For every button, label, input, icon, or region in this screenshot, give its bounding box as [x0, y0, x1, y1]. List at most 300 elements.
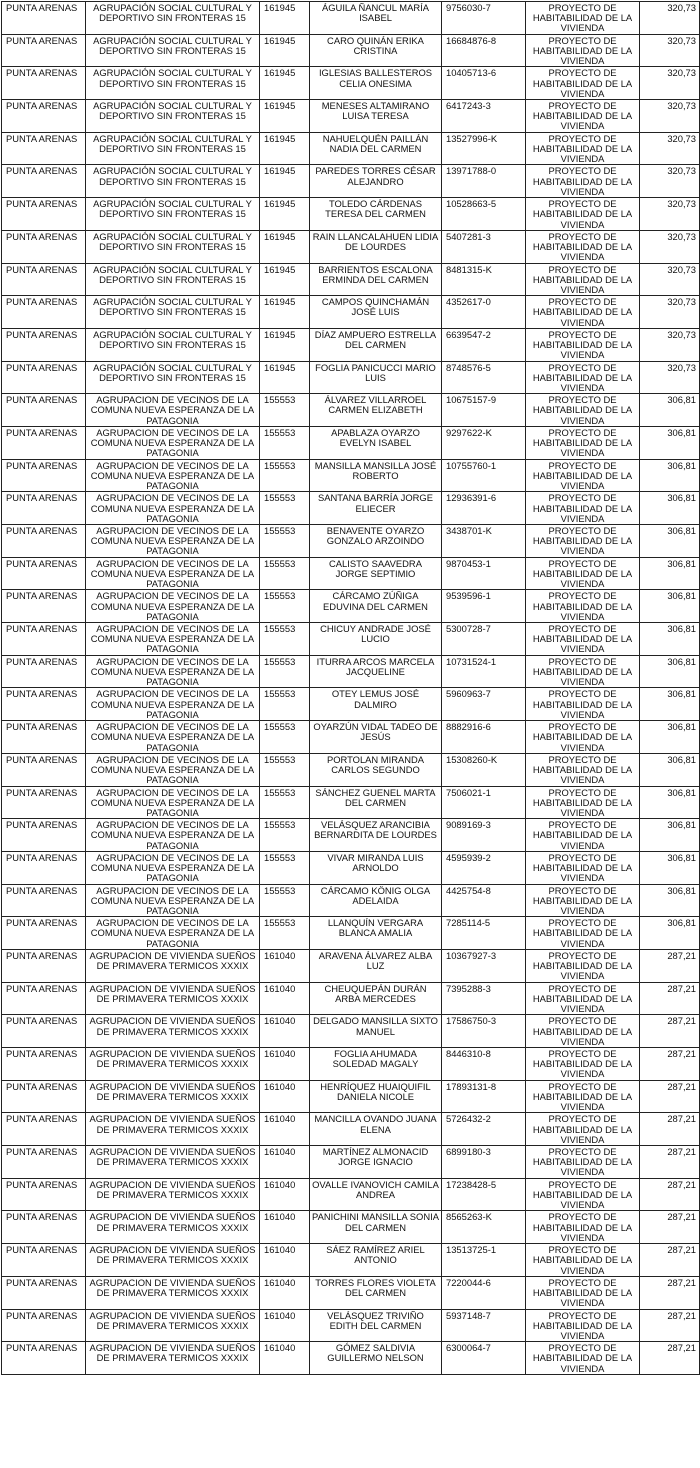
- organization-cell: AGRUPACION DE VIVIENDA SUEÑOS DE PRIMAVERA TERMICOS XXXIX: [86, 1080, 260, 1113]
- project-type-cell: PROYECTO DE HABITABILIDAD DE LA VIVIENDA: [526, 426, 640, 459]
- table-row: [2, 361, 700, 394]
- project-code-cell: 161945: [260, 2, 310, 35]
- beneficiary-name-cell: MANCILLA OVANDO JUANA ELENA: [310, 1113, 442, 1146]
- beneficiary-name-cell: CÁRCAMO KÖNIG OLGA ADELAIDA: [310, 884, 442, 917]
- rut-cell: 9089169-3: [442, 819, 526, 852]
- comuna-cell: PUNTA ARENAS: [2, 721, 86, 754]
- project-type-cell: PROYECTO DE HABITABILIDAD DE LA VIVIENDA: [526, 1244, 640, 1277]
- comuna-cell: PUNTA ARENAS: [2, 1244, 86, 1277]
- project-code-cell: 155553: [260, 623, 310, 656]
- project-code-cell: 161945: [260, 230, 310, 263]
- rut-cell: 15308260-K: [442, 753, 526, 786]
- beneficiary-name-cell: APABLAZA OYARZO EVELYN ISABEL: [310, 426, 442, 459]
- beneficiary-name-cell: NAHUELQUÉN PAILLÁN NADIA DEL CARMEN: [310, 132, 442, 165]
- rut-cell: 17238428-5: [442, 1178, 526, 1211]
- project-type-cell: PROYECTO DE HABITABILIDAD DE LA VIVIENDA: [526, 786, 640, 819]
- amount-cell: 306,81: [640, 492, 700, 525]
- rut-cell: 9870453-1: [442, 557, 526, 590]
- amount-cell: 287,21: [640, 1113, 700, 1146]
- comuna-cell: PUNTA ARENAS: [2, 851, 86, 884]
- beneficiary-name-cell: VIVAR MIRANDA LUIS ARNOLDO: [310, 851, 442, 884]
- rut-cell: 3438701-K: [442, 525, 526, 558]
- table-row: [2, 328, 700, 361]
- project-type-cell: PROYECTO DE HABITABILIDAD DE LA VIVIENDA: [526, 1342, 640, 1375]
- project-code-cell: 161945: [260, 34, 310, 67]
- beneficiary-name-cell: HENRÍQUEZ HUAIQUIFIL DANIELA NICOLE: [310, 1080, 442, 1113]
- project-code-cell: 161040: [260, 1113, 310, 1146]
- project-type-cell: PROYECTO DE HABITABILIDAD DE LA VIVIENDA: [526, 263, 640, 296]
- project-code-cell: 161040: [260, 1244, 310, 1277]
- comuna-cell: PUNTA ARENAS: [2, 688, 86, 721]
- rut-cell: 6417243-3: [442, 100, 526, 133]
- comuna-cell: PUNTA ARENAS: [2, 426, 86, 459]
- project-type-cell: PROYECTO DE HABITABILIDAD DE LA VIVIENDA: [526, 884, 640, 917]
- comuna-cell: PUNTA ARENAS: [2, 1276, 86, 1309]
- project-type-cell: PROYECTO DE HABITABILIDAD DE LA VIVIENDA: [526, 459, 640, 492]
- rut-cell: 9756030-7: [442, 2, 526, 35]
- project-code-cell: 161945: [260, 296, 310, 329]
- amount-cell: 306,81: [640, 459, 700, 492]
- organization-cell: AGRUPACIÓN SOCIAL CULTURAL Y DEPORTIVO SIN FRONTERAS 15: [86, 361, 260, 394]
- project-code-cell: 161040: [260, 1211, 310, 1244]
- organization-cell: AGRUPACIÓN SOCIAL CULTURAL Y DEPORTIVO SIN FRONTERAS 15: [86, 263, 260, 296]
- comuna-cell: PUNTA ARENAS: [2, 132, 86, 165]
- table-row: [2, 1080, 700, 1113]
- amount-cell: 306,81: [640, 917, 700, 950]
- comuna-cell: PUNTA ARENAS: [2, 361, 86, 394]
- project-type-cell: PROYECTO DE HABITABILIDAD DE LA VIVIENDA: [526, 230, 640, 263]
- rut-cell: 4595939-2: [442, 851, 526, 884]
- project-type-cell: PROYECTO DE HABITABILIDAD DE LA VIVIENDA: [526, 67, 640, 100]
- table-row: [2, 394, 700, 427]
- project-code-cell: 161040: [260, 1080, 310, 1113]
- project-code-cell: 161945: [260, 165, 310, 198]
- beneficiary-name-cell: VELÁSQUEZ TRIVIÑO EDITH DEL CARMEN: [310, 1309, 442, 1342]
- organization-cell: AGRUPACION DE VECINOS DE LA COMUNA NUEVA ESPERANZA DE LA PATAGONIA: [86, 590, 260, 623]
- amount-cell: 320,73: [640, 2, 700, 35]
- project-type-cell: PROYECTO DE HABITABILIDAD DE LA VIVIENDA: [526, 165, 640, 198]
- rut-cell: 10367927-3: [442, 949, 526, 982]
- project-code-cell: 155553: [260, 426, 310, 459]
- organization-cell: AGRUPACION DE VECINOS DE LA COMUNA NUEVA ESPERANZA DE LA PATAGONIA: [86, 623, 260, 656]
- project-type-cell: PROYECTO DE HABITABILIDAD DE LA VIVIENDA: [526, 1080, 640, 1113]
- project-code-cell: 155553: [260, 655, 310, 688]
- project-code-cell: 155553: [260, 688, 310, 721]
- comuna-cell: PUNTA ARENAS: [2, 1211, 86, 1244]
- project-type-cell: PROYECTO DE HABITABILIDAD DE LA VIVIENDA: [526, 590, 640, 623]
- rut-cell: 17893131-8: [442, 1080, 526, 1113]
- organization-cell: AGRUPACION DE VECINOS DE LA COMUNA NUEVA ESPERANZA DE LA PATAGONIA: [86, 786, 260, 819]
- comuna-cell: PUNTA ARENAS: [2, 492, 86, 525]
- comuna-cell: PUNTA ARENAS: [2, 100, 86, 133]
- project-type-cell: PROYECTO DE HABITABILIDAD DE LA VIVIENDA: [526, 492, 640, 525]
- beneficiary-name-cell: PAREDES TORRES CÉSAR ALEJANDRO: [310, 165, 442, 198]
- organization-cell: AGRUPACION DE VIVIENDA SUEÑOS DE PRIMAVERA TERMICOS XXXIX: [86, 1113, 260, 1146]
- organization-cell: AGRUPACION DE VECINOS DE LA COMUNA NUEVA ESPERANZA DE LA PATAGONIA: [86, 426, 260, 459]
- comuna-cell: PUNTA ARENAS: [2, 949, 86, 982]
- project-code-cell: 161040: [260, 1146, 310, 1179]
- organization-cell: AGRUPACION DE VECINOS DE LA COMUNA NUEVA ESPERANZA DE LA PATAGONIA: [86, 851, 260, 884]
- organization-cell: AGRUPACIÓN SOCIAL CULTURAL Y DEPORTIVO SIN FRONTERAS 15: [86, 132, 260, 165]
- beneficiary-name-cell: PORTOLAN MIRANDA CARLOS SEGUNDO: [310, 753, 442, 786]
- comuna-cell: PUNTA ARENAS: [2, 819, 86, 852]
- beneficiary-name-cell: VELÁSQUEZ ARANCIBIA BERNARDITA DE LOURDES: [310, 819, 442, 852]
- comuna-cell: PUNTA ARENAS: [2, 459, 86, 492]
- comuna-cell: PUNTA ARENAS: [2, 1342, 86, 1375]
- comuna-cell: PUNTA ARENAS: [2, 1113, 86, 1146]
- organization-cell: AGRUPACION DE VIVIENDA SUEÑOS DE PRIMAVERA TERMICOS XXXIX: [86, 1048, 260, 1081]
- organization-cell: AGRUPACION DE VECINOS DE LA COMUNA NUEVA ESPERANZA DE LA PATAGONIA: [86, 688, 260, 721]
- comuna-cell: PUNTA ARENAS: [2, 1146, 86, 1179]
- rut-cell: 12936391-6: [442, 492, 526, 525]
- table-row: [2, 1244, 700, 1277]
- rut-cell: 7395288-3: [442, 982, 526, 1015]
- organization-cell: AGRUPACION DE VECINOS DE LA COMUNA NUEVA ESPERANZA DE LA PATAGONIA: [86, 884, 260, 917]
- project-type-cell: PROYECTO DE HABITABILIDAD DE LA VIVIENDA: [526, 1178, 640, 1211]
- beneficiary-name-cell: MENESES ALTAMIRANO LUISA TERESA: [310, 100, 442, 133]
- project-code-cell: 155553: [260, 557, 310, 590]
- beneficiary-name-cell: OTEY LEMUS JOSÉ DALMIRO: [310, 688, 442, 721]
- table-row: [2, 688, 700, 721]
- project-type-cell: PROYECTO DE HABITABILIDAD DE LA VIVIENDA: [526, 132, 640, 165]
- organization-cell: AGRUPACION DE VIVIENDA SUEÑOS DE PRIMAVERA TERMICOS XXXIX: [86, 1015, 260, 1048]
- project-code-cell: 155553: [260, 525, 310, 558]
- table-row: [2, 1342, 700, 1375]
- project-code-cell: 161040: [260, 982, 310, 1015]
- rut-cell: 8481315-K: [442, 263, 526, 296]
- project-type-cell: PROYECTO DE HABITABILIDAD DE LA VIVIENDA: [526, 394, 640, 427]
- beneficiary-name-cell: IGLESIAS BALLESTEROS CELIA ONESIMA: [310, 67, 442, 100]
- amount-cell: 287,21: [640, 1342, 700, 1375]
- organization-cell: AGRUPACIÓN SOCIAL CULTURAL Y DEPORTIVO SIN FRONTERAS 15: [86, 2, 260, 35]
- project-code-cell: 155553: [260, 492, 310, 525]
- amount-cell: 287,21: [640, 1309, 700, 1342]
- project-type-cell: PROYECTO DE HABITABILIDAD DE LA VIVIENDA: [526, 721, 640, 754]
- organization-cell: AGRUPACION DE VIVIENDA SUEÑOS DE PRIMAVERA TERMICOS XXXIX: [86, 1178, 260, 1211]
- table-row: [2, 917, 700, 950]
- table-row: [2, 34, 700, 67]
- project-code-cell: 161040: [260, 1309, 310, 1342]
- comuna-cell: PUNTA ARENAS: [2, 263, 86, 296]
- comuna-cell: PUNTA ARENAS: [2, 557, 86, 590]
- amount-cell: 287,21: [640, 1178, 700, 1211]
- beneficiary-name-cell: RAIN LLANCALAHUEN LIDIA DE LOURDES: [310, 230, 442, 263]
- organization-cell: AGRUPACIÓN SOCIAL CULTURAL Y DEPORTIVO SIN FRONTERAS 15: [86, 34, 260, 67]
- amount-cell: 306,81: [640, 590, 700, 623]
- comuna-cell: PUNTA ARENAS: [2, 884, 86, 917]
- beneficiary-name-cell: PANICHINI MANSILLA SONIA DEL CARMEN: [310, 1211, 442, 1244]
- project-type-cell: PROYECTO DE HABITABILIDAD DE LA VIVIENDA: [526, 328, 640, 361]
- amount-cell: 320,73: [640, 132, 700, 165]
- project-code-cell: 161945: [260, 263, 310, 296]
- amount-cell: 287,21: [640, 1276, 700, 1309]
- beneficiary-name-cell: ÁGUILA ÑANCUL MARÍA ISABEL: [310, 2, 442, 35]
- rut-cell: 13971788-0: [442, 165, 526, 198]
- project-code-cell: 161945: [260, 132, 310, 165]
- project-code-cell: 161040: [260, 1015, 310, 1048]
- organization-cell: AGRUPACIÓN SOCIAL CULTURAL Y DEPORTIVO SIN FRONTERAS 15: [86, 328, 260, 361]
- beneficiary-name-cell: SÁEZ RAMÍREZ ARIEL ANTONIO: [310, 1244, 442, 1277]
- project-code-cell: 161945: [260, 328, 310, 361]
- rut-cell: 10755760-1: [442, 459, 526, 492]
- amount-cell: 320,73: [640, 361, 700, 394]
- rut-cell: 10528663-5: [442, 198, 526, 231]
- comuna-cell: PUNTA ARENAS: [2, 1080, 86, 1113]
- table-row: [2, 426, 700, 459]
- rut-cell: 5960963-7: [442, 688, 526, 721]
- comuna-cell: PUNTA ARENAS: [2, 394, 86, 427]
- table-row: [2, 557, 700, 590]
- table-row: [2, 1309, 700, 1342]
- project-code-cell: 161040: [260, 1178, 310, 1211]
- project-type-cell: PROYECTO DE HABITABILIDAD DE LA VIVIENDA: [526, 851, 640, 884]
- project-code-cell: 161040: [260, 1276, 310, 1309]
- comuna-cell: PUNTA ARENAS: [2, 230, 86, 263]
- amount-cell: 306,81: [640, 525, 700, 558]
- comuna-cell: PUNTA ARENAS: [2, 1015, 86, 1048]
- rut-cell: 9297622-K: [442, 426, 526, 459]
- amount-cell: 320,73: [640, 263, 700, 296]
- amount-cell: 287,21: [640, 1015, 700, 1048]
- project-code-cell: 161040: [260, 949, 310, 982]
- table-row: [2, 884, 700, 917]
- project-code-cell: 161945: [260, 100, 310, 133]
- rut-cell: 8748576-5: [442, 361, 526, 394]
- amount-cell: 320,73: [640, 67, 700, 100]
- beneficiary-name-cell: GÓMEZ SALDIVIA GUILLERMO NELSON: [310, 1342, 442, 1375]
- table-row: [2, 296, 700, 329]
- project-type-cell: PROYECTO DE HABITABILIDAD DE LA VIVIENDA: [526, 1146, 640, 1179]
- organization-cell: AGRUPACIÓN SOCIAL CULTURAL Y DEPORTIVO SIN FRONTERAS 15: [86, 100, 260, 133]
- table-row: [2, 590, 700, 623]
- project-type-cell: PROYECTO DE HABITABILIDAD DE LA VIVIENDA: [526, 296, 640, 329]
- amount-cell: 320,73: [640, 100, 700, 133]
- comuna-cell: PUNTA ARENAS: [2, 623, 86, 656]
- comuna-cell: PUNTA ARENAS: [2, 917, 86, 950]
- project-code-cell: 161040: [260, 1048, 310, 1081]
- amount-cell: 287,21: [640, 1244, 700, 1277]
- amount-cell: 306,81: [640, 819, 700, 852]
- amount-cell: 320,73: [640, 328, 700, 361]
- table-row: [2, 1211, 700, 1244]
- comuna-cell: PUNTA ARENAS: [2, 1048, 86, 1081]
- amount-cell: 320,73: [640, 296, 700, 329]
- table-row: [2, 1113, 700, 1146]
- project-type-cell: PROYECTO DE HABITABILIDAD DE LA VIVIENDA: [526, 949, 640, 982]
- amount-cell: 306,81: [640, 655, 700, 688]
- amount-cell: 287,21: [640, 982, 700, 1015]
- project-code-cell: 155553: [260, 851, 310, 884]
- amount-cell: 320,73: [640, 198, 700, 231]
- comuna-cell: PUNTA ARENAS: [2, 655, 86, 688]
- rut-cell: 7220044-6: [442, 1276, 526, 1309]
- table-row: [2, 100, 700, 133]
- beneficiary-name-cell: CARO QUINÁN ERIKA CRISTINA: [310, 34, 442, 67]
- rut-cell: 9539596-1: [442, 590, 526, 623]
- rut-cell: 5937148-7: [442, 1309, 526, 1342]
- amount-cell: 320,73: [640, 165, 700, 198]
- comuna-cell: PUNTA ARENAS: [2, 67, 86, 100]
- beneficiary-name-cell: ARAVENA ÁLVAREZ ALBA LUZ: [310, 949, 442, 982]
- amount-cell: 306,81: [640, 394, 700, 427]
- comuna-cell: PUNTA ARENAS: [2, 328, 86, 361]
- table-row: [2, 819, 700, 852]
- table-row: [2, 1048, 700, 1081]
- project-type-cell: PROYECTO DE HABITABILIDAD DE LA VIVIENDA: [526, 198, 640, 231]
- rut-cell: 13513725-1: [442, 1244, 526, 1277]
- rut-cell: 5407281-3: [442, 230, 526, 263]
- organization-cell: AGRUPACION DE VIVIENDA SUEÑOS DE PRIMAVERA TERMICOS XXXIX: [86, 1309, 260, 1342]
- amount-cell: 306,81: [640, 721, 700, 754]
- table-row: [2, 753, 700, 786]
- comuna-cell: PUNTA ARENAS: [2, 165, 86, 198]
- rut-cell: 10405713-6: [442, 67, 526, 100]
- beneficiary-name-cell: ÁLVAREZ VILLARROEL CARMEN ELIZABETH: [310, 394, 442, 427]
- project-code-cell: 155553: [260, 786, 310, 819]
- amount-cell: 306,81: [640, 623, 700, 656]
- rut-cell: 8446310-8: [442, 1048, 526, 1081]
- rut-cell: 8565263-K: [442, 1211, 526, 1244]
- table-row: [2, 2, 700, 35]
- rut-cell: 7506021-1: [442, 786, 526, 819]
- organization-cell: AGRUPACION DE VIVIENDA SUEÑOS DE PRIMAVERA TERMICOS XXXIX: [86, 982, 260, 1015]
- project-code-cell: 155553: [260, 394, 310, 427]
- beneficiary-name-cell: TORRES FLORES VIOLETA DEL CARMEN: [310, 1276, 442, 1309]
- project-type-cell: PROYECTO DE HABITABILIDAD DE LA VIVIENDA: [526, 1048, 640, 1081]
- table-row: [2, 982, 700, 1015]
- amount-cell: 306,81: [640, 884, 700, 917]
- beneficiary-name-cell: MARTÍNEZ ALMONACID JORGE IGNACIO: [310, 1146, 442, 1179]
- project-type-cell: PROYECTO DE HABITABILIDAD DE LA VIVIENDA: [526, 100, 640, 133]
- project-type-cell: PROYECTO DE HABITABILIDAD DE LA VIVIENDA: [526, 1276, 640, 1309]
- project-type-cell: PROYECTO DE HABITABILIDAD DE LA VIVIENDA: [526, 557, 640, 590]
- organization-cell: AGRUPACION DE VECINOS DE LA COMUNA NUEVA ESPERANZA DE LA PATAGONIA: [86, 655, 260, 688]
- beneficiary-name-cell: CAMPOS QUINCHAMÁN JOSÉ LUIS: [310, 296, 442, 329]
- table-row: [2, 525, 700, 558]
- beneficiary-name-cell: BENAVENTE OYARZO GONZALO ARZOINDO: [310, 525, 442, 558]
- table-row: [2, 230, 700, 263]
- project-type-cell: PROYECTO DE HABITABILIDAD DE LA VIVIENDA: [526, 982, 640, 1015]
- beneficiary-name-cell: CÁRCAMO ZÚÑIGA EDUVINA DEL CARMEN: [310, 590, 442, 623]
- amount-cell: 306,81: [640, 753, 700, 786]
- organization-cell: AGRUPACION DE VIVIENDA SUEÑOS DE PRIMAVERA TERMICOS XXXIX: [86, 1342, 260, 1375]
- beneficiary-name-cell: OVALLE IVANOVICH CAMILA ANDREA: [310, 1178, 442, 1211]
- project-code-cell: 161945: [260, 198, 310, 231]
- amount-cell: 287,21: [640, 949, 700, 982]
- beneficiary-name-cell: BARRIENTOS ESCALONA ERMINDA DEL CARMEN: [310, 263, 442, 296]
- organization-cell: AGRUPACIÓN SOCIAL CULTURAL Y DEPORTIVO SIN FRONTERAS 15: [86, 165, 260, 198]
- beneficiary-name-cell: LLANQUÍN VERGARA BLANCA AMALIA: [310, 917, 442, 950]
- table-row: [2, 132, 700, 165]
- comuna-cell: PUNTA ARENAS: [2, 34, 86, 67]
- beneficiary-name-cell: FOGLIA PANICUCCI MARIO LUIS: [310, 361, 442, 394]
- comuna-cell: PUNTA ARENAS: [2, 296, 86, 329]
- amount-cell: 306,81: [640, 557, 700, 590]
- comuna-cell: PUNTA ARENAS: [2, 753, 86, 786]
- amount-cell: 306,81: [640, 851, 700, 884]
- project-type-cell: PROYECTO DE HABITABILIDAD DE LA VIVIENDA: [526, 525, 640, 558]
- rut-cell: 6300064-7: [442, 1342, 526, 1375]
- organization-cell: AGRUPACION DE VIVIENDA SUEÑOS DE PRIMAVERA TERMICOS XXXIX: [86, 1211, 260, 1244]
- organization-cell: AGRUPACION DE VECINOS DE LA COMUNA NUEVA ESPERANZA DE LA PATAGONIA: [86, 917, 260, 950]
- rut-cell: 4352617-0: [442, 296, 526, 329]
- project-code-cell: 155553: [260, 590, 310, 623]
- organization-cell: AGRUPACIÓN SOCIAL CULTURAL Y DEPORTIVO SIN FRONTERAS 15: [86, 67, 260, 100]
- rut-cell: 8882916-6: [442, 721, 526, 754]
- organization-cell: AGRUPACION DE VECINOS DE LA COMUNA NUEVA ESPERANZA DE LA PATAGONIA: [86, 721, 260, 754]
- comuna-cell: PUNTA ARENAS: [2, 525, 86, 558]
- comuna-cell: PUNTA ARENAS: [2, 198, 86, 231]
- project-code-cell: 161040: [260, 1342, 310, 1375]
- organization-cell: AGRUPACION DE VIVIENDA SUEÑOS DE PRIMAVERA TERMICOS XXXIX: [86, 1244, 260, 1277]
- organization-cell: AGRUPACION DE VIVIENDA SUEÑOS DE PRIMAVERA TERMICOS XXXIX: [86, 1146, 260, 1179]
- rut-cell: 16684876-8: [442, 34, 526, 67]
- table-row: [2, 198, 700, 231]
- beneficiary-name-cell: OYARZÚN VIDAL TADEO DE JESÚS: [310, 721, 442, 754]
- amount-cell: 320,73: [640, 230, 700, 263]
- table-row: [2, 1178, 700, 1211]
- amount-cell: 306,81: [640, 688, 700, 721]
- organization-cell: AGRUPACION DE VECINOS DE LA COMUNA NUEVA ESPERANZA DE LA PATAGONIA: [86, 492, 260, 525]
- table-row: [2, 1146, 700, 1179]
- beneficiary-name-cell: MANSILLA MANSILLA JOSÉ ROBERTO: [310, 459, 442, 492]
- project-type-cell: PROYECTO DE HABITABILIDAD DE LA VIVIENDA: [526, 1309, 640, 1342]
- beneficiary-name-cell: TOLEDO CÁRDENAS TERESA DEL CARMEN: [310, 198, 442, 231]
- project-code-cell: 155553: [260, 884, 310, 917]
- table-row: [2, 492, 700, 525]
- table-row: [2, 786, 700, 819]
- project-type-cell: PROYECTO DE HABITABILIDAD DE LA VIVIENDA: [526, 34, 640, 67]
- comuna-cell: PUNTA ARENAS: [2, 1178, 86, 1211]
- beneficiary-name-cell: DELGADO MANSILLA SIXTO MANUEL: [310, 1015, 442, 1048]
- amount-cell: 306,81: [640, 786, 700, 819]
- beneficiary-name-cell: SÁNCHEZ GUENEL MARTA DEL CARMEN: [310, 786, 442, 819]
- rut-cell: 4425754-8: [442, 884, 526, 917]
- organization-cell: AGRUPACION DE VECINOS DE LA COMUNA NUEVA ESPERANZA DE LA PATAGONIA: [86, 819, 260, 852]
- project-type-cell: PROYECTO DE HABITABILIDAD DE LA VIVIENDA: [526, 753, 640, 786]
- rut-cell: 13527996-K: [442, 132, 526, 165]
- project-code-cell: 155553: [260, 721, 310, 754]
- organization-cell: AGRUPACION DE VECINOS DE LA COMUNA NUEVA ESPERANZA DE LA PATAGONIA: [86, 525, 260, 558]
- project-type-cell: PROYECTO DE HABITABILIDAD DE LA VIVIENDA: [526, 819, 640, 852]
- table-row: [2, 165, 700, 198]
- table-row: [2, 623, 700, 656]
- beneficiary-name-cell: FOGLIA AHUMADA SOLEDAD MAGALY: [310, 1048, 442, 1081]
- table-row: [2, 851, 700, 884]
- rut-cell: 17586750-3: [442, 1015, 526, 1048]
- amount-cell: 287,21: [640, 1146, 700, 1179]
- organization-cell: AGRUPACION DE VIVIENDA SUEÑOS DE PRIMAVERA TERMICOS XXXIX: [86, 1276, 260, 1309]
- project-type-cell: PROYECTO DE HABITABILIDAD DE LA VIVIENDA: [526, 361, 640, 394]
- amount-cell: 320,73: [640, 34, 700, 67]
- rut-cell: 6639547-2: [442, 328, 526, 361]
- project-type-cell: PROYECTO DE HABITABILIDAD DE LA VIVIENDA: [526, 1211, 640, 1244]
- rut-cell: 5726432-2: [442, 1113, 526, 1146]
- organization-cell: AGRUPACIÓN SOCIAL CULTURAL Y DEPORTIVO SIN FRONTERAS 15: [86, 230, 260, 263]
- project-type-cell: PROYECTO DE HABITABILIDAD DE LA VIVIENDA: [526, 655, 640, 688]
- project-type-cell: PROYECTO DE HABITABILIDAD DE LA VIVIENDA: [526, 1015, 640, 1048]
- amount-cell: 287,21: [640, 1080, 700, 1113]
- project-code-cell: 155553: [260, 819, 310, 852]
- comuna-cell: PUNTA ARENAS: [2, 982, 86, 1015]
- comuna-cell: PUNTA ARENAS: [2, 786, 86, 819]
- beneficiary-name-cell: CHICUY ANDRADE JOSÉ LUCIO: [310, 623, 442, 656]
- organization-cell: AGRUPACIÓN SOCIAL CULTURAL Y DEPORTIVO SIN FRONTERAS 15: [86, 296, 260, 329]
- comuna-cell: PUNTA ARENAS: [2, 1309, 86, 1342]
- table-row: [2, 655, 700, 688]
- rut-cell: 10731524-1: [442, 655, 526, 688]
- project-type-cell: PROYECTO DE HABITABILIDAD DE LA VIVIENDA: [526, 2, 640, 35]
